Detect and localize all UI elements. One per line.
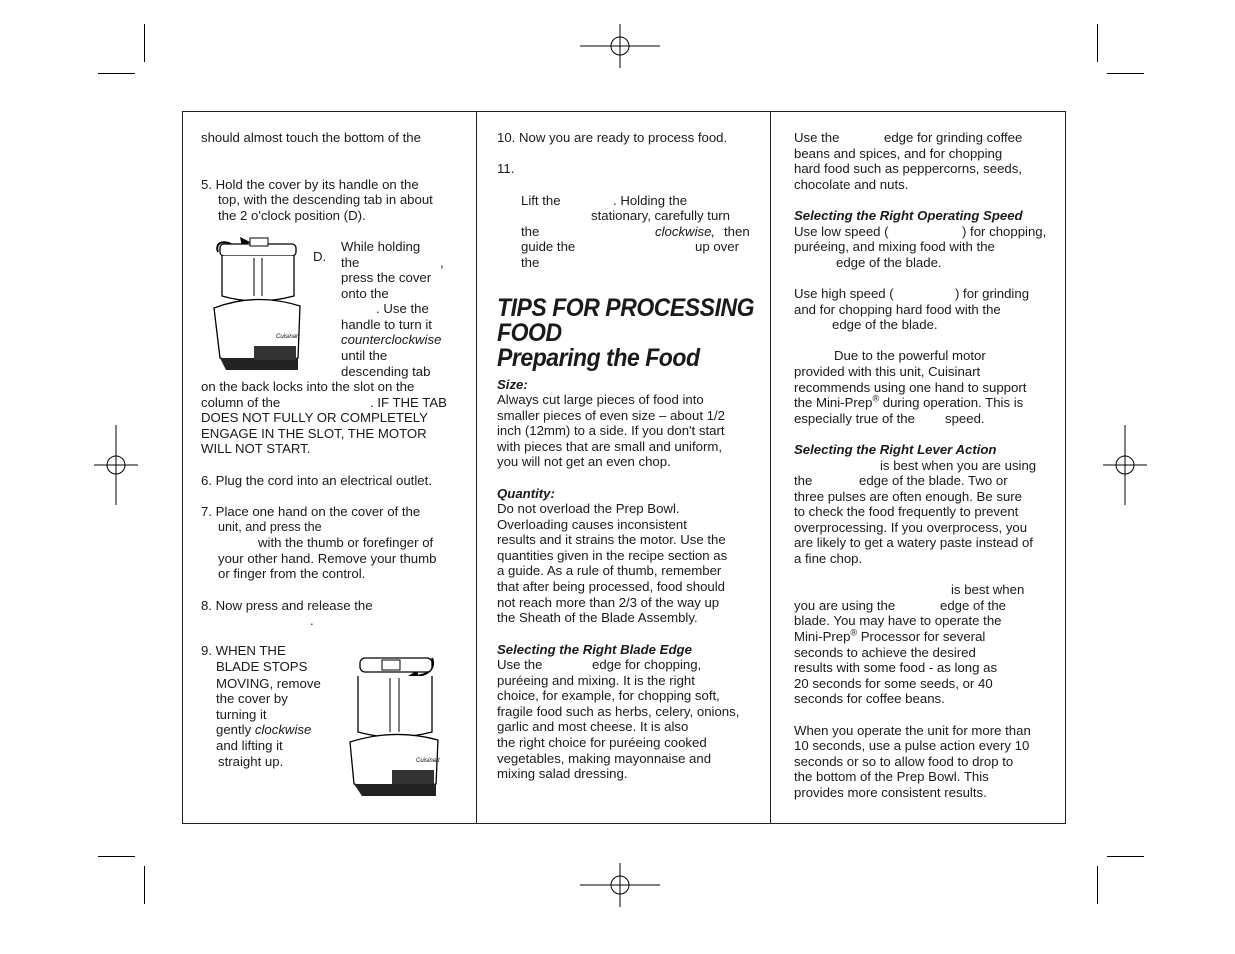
text-line: should almost touch the bottom of the: [201, 130, 421, 145]
text-line: quantities given in the recipe section as: [497, 548, 728, 563]
text-line: on the back locks into the slot on the: [201, 379, 415, 394]
text-line: the 2 o'clock position (D).: [218, 208, 366, 223]
text-line: Mini-Prep® Processor for several: [794, 627, 986, 644]
text-line: with pieces that are small and uniform,: [497, 439, 723, 454]
text-line: provided with this unit, Cuisinart: [794, 364, 981, 379]
step-8: 8. Now press and release the: [201, 598, 373, 613]
text-line: a guide. As a rule of thumb, remember: [497, 563, 722, 578]
registration-mark-right: [1103, 425, 1147, 505]
registration-mark-left: [94, 425, 138, 505]
text-line: gently clockwise: [216, 722, 312, 737]
text-line: onto the: [341, 286, 389, 301]
text-line: edge of the: [940, 598, 1006, 613]
text-line: ,: [440, 255, 444, 270]
text-line: MOVING, remove: [216, 676, 321, 691]
text-line: edge for chopping,: [592, 657, 702, 672]
step-6: 6. Plug the cord into an electrical outlet.: [201, 473, 432, 488]
text-line: your other hand. Remove your thumb: [218, 551, 437, 566]
text-line: fragile food such as herbs, celery, onions,: [497, 704, 740, 719]
text-line: seconds for coffee beans.: [794, 691, 945, 706]
food-processor-illustration-9: [344, 652, 444, 798]
text-line: straight up.: [218, 754, 284, 769]
text-line: While holding: [341, 239, 421, 254]
step-11: 11.: [497, 161, 515, 176]
text-line: mixing salad dressing.: [497, 766, 628, 781]
text-line: Use the: [497, 657, 543, 672]
text-line: BLADE STOPS: [216, 659, 308, 674]
text-line: you will not get an even chop.: [497, 454, 671, 469]
text-line: to check the food frequently to prevent: [794, 504, 1019, 519]
text-line: edge of the blade.: [832, 317, 938, 332]
text-line: ENGAGE IN THE SLOT, THE MOTOR: [201, 426, 427, 441]
text-line: a fine chop.: [794, 551, 863, 566]
text-line: seconds to achieve the desired: [794, 645, 976, 660]
text-line: the cover by: [216, 691, 288, 706]
text-line: edge for grinding coffee: [884, 130, 1023, 145]
text-line: seconds or so to allow food to drop to: [794, 754, 1014, 769]
text-line: overprocessing. If you overprocess, you: [794, 520, 1028, 535]
section-heading: TIPS FOR PROCESSING: [497, 294, 755, 322]
text-line: and for chopping hard food with the: [794, 302, 1001, 317]
text-line: three pulses are often enough. Be sure: [794, 489, 1023, 504]
text-line: you are using the: [794, 598, 896, 613]
text-line: puréeing and mixing. It is the right: [497, 673, 695, 688]
text-line: not reach more than 2/3 of the way up: [497, 595, 720, 610]
text-line: until the: [341, 348, 388, 363]
text-line: inch (12mm) to a side. If you don't start: [497, 423, 725, 438]
text-line: Use the: [794, 130, 840, 145]
text-line: ) for grinding: [955, 286, 1030, 301]
text-line: the Mini-Prep® during operation. This is: [794, 393, 1024, 410]
text-line: then: [724, 224, 750, 239]
subheading-quantity: Quantity:: [497, 486, 555, 501]
text-line: Do not overload the Prep Bowl.: [497, 501, 680, 516]
food-processor-illustration-d: [206, 228, 306, 374]
text-line: stationary, carefully turn: [591, 208, 731, 223]
text-line: choice, for example, for chopping soft,: [497, 688, 720, 703]
text-line: results and it strains the motor. Use the: [497, 532, 726, 547]
text-line: clockwise,: [655, 224, 716, 239]
registration-mark-top: [580, 24, 660, 68]
subheading-speed: Selecting the Right Operating Speed: [794, 208, 1023, 223]
text-line: . IF THE TAB: [370, 395, 447, 410]
text-line: Overloading causes inconsistent: [497, 517, 687, 532]
text-line: or finger from the control.: [218, 566, 366, 581]
text-line: Use low speed (: [794, 224, 889, 239]
text-line: beans and spices, and for chopping: [794, 146, 1003, 161]
text-line: recommends using one hand to support: [794, 380, 1027, 395]
text-line: . Holding the: [613, 193, 688, 208]
text-line: Use high speed (: [794, 286, 894, 301]
text-line: the right choice for puréeing cooked: [497, 735, 707, 750]
text-line: column of the: [201, 395, 281, 410]
subsection-heading: Preparing the Food: [497, 344, 700, 372]
text-line: ) for chopping,: [962, 224, 1047, 239]
text-line: Always cut large pieces of food into: [497, 392, 704, 407]
text-line: 10 seconds, use a pulse action every 10: [794, 738, 1030, 753]
subheading-lever-action: Selecting the Right Lever Action: [794, 442, 997, 457]
column-divider-1: [476, 111, 477, 824]
column-divider-2: [770, 111, 771, 824]
brand-logo: Cuisinart: [416, 758, 440, 764]
text-line: counterclockwise: [341, 332, 442, 347]
text-line: DOES NOT FULLY OR COMPLETELY: [201, 410, 428, 425]
text-line: provides more consistent results.: [794, 785, 987, 800]
text-line: puréeing, and mixing food with the: [794, 239, 995, 254]
text-line: guide the: [521, 239, 576, 254]
text-line: chocolate and nuts.: [794, 177, 909, 192]
text-line: is best when: [951, 582, 1025, 597]
subheading-size: Size:: [497, 377, 528, 392]
brand-logo: Cuisinart: [276, 334, 300, 340]
text-line: .: [310, 613, 314, 628]
text-line: press the cover: [341, 270, 432, 285]
text-line: the: [521, 224, 540, 239]
text-line: the: [794, 473, 813, 488]
text-line: . Use the: [376, 301, 429, 316]
section-heading: FOOD: [497, 319, 562, 347]
text-line: and lifting it: [216, 738, 283, 753]
text-line: especially true of the: [794, 411, 915, 426]
text-line: speed.: [945, 411, 985, 426]
text-line: are likely to get a watery paste instead of: [794, 535, 1033, 550]
text-line: 20 seconds for some seeds, or 40: [794, 676, 993, 691]
text-line: is best when you are using: [880, 458, 1037, 473]
text-line: edge of the blade. Two or: [859, 473, 1008, 488]
text-line: up over: [695, 239, 739, 254]
text-line: the bottom of the Prep Bowl. This: [794, 769, 989, 784]
text-line: When you operate the unit for more than: [794, 723, 1031, 738]
text-line: the: [521, 255, 540, 270]
text-line: WILL NOT START.: [201, 441, 311, 456]
step-10: 10. Now you are ready to process food.: [497, 130, 728, 145]
registration-mark-bottom: [580, 863, 660, 907]
text-line: turning it: [216, 707, 267, 722]
text-line: that after being processed, food should: [497, 579, 726, 594]
text-line: top, with the descending tab in about: [218, 192, 433, 207]
step-5: 5. Hold the cover by its handle on the: [201, 177, 419, 192]
text-line: Lift the: [521, 193, 561, 208]
text-line: blade. You may have to operate the: [794, 613, 1002, 628]
text-line: edge of the blade.: [836, 255, 942, 270]
text-line: vegetables, making mayonnaise and: [497, 751, 712, 766]
step-9: 9. WHEN THE: [201, 643, 286, 658]
text-line: garlic and most cheese. It is also: [497, 719, 689, 734]
text-line: the: [341, 255, 360, 270]
step-7: 7. Place one hand on the cover of the: [201, 504, 421, 519]
text-line: with the thumb or forefinger of: [258, 535, 434, 550]
text-line: descending tab: [341, 364, 431, 379]
text-line: unit, and press the: [218, 520, 322, 534]
subheading-blade-edge: Selecting the Right Blade Edge: [497, 642, 692, 657]
text-line: hard food such as peppercorns, seeds,: [794, 161, 1022, 176]
text-line: handle to turn it: [341, 317, 432, 332]
text-line: Due to the powerful motor: [834, 348, 986, 363]
figure-label-d: D.: [313, 249, 327, 264]
text-line: the Sheath of the Blade Assembly.: [497, 610, 698, 625]
text-line: smaller pieces of even size – about 1/2: [497, 408, 725, 423]
text-line: results with some food - as long as: [794, 660, 998, 675]
